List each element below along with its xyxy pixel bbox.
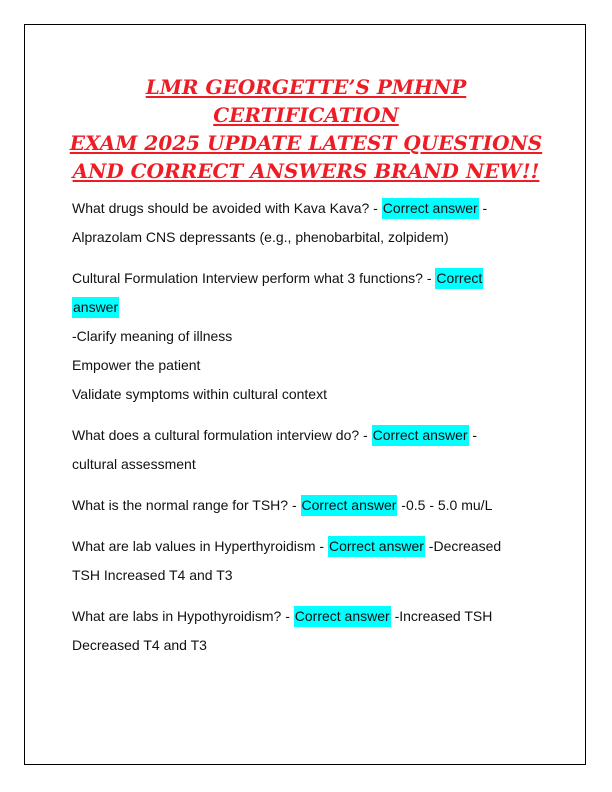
qa-item (72, 264, 527, 409)
question-text: Cultural Formulation Interview perform what 3 functions? - (72, 270, 436, 286)
question-line (72, 194, 527, 223)
answer-line: Decreased T4 and T3 (72, 637, 207, 653)
correct-answer-highlight: Correct answer (372, 425, 469, 446)
title-line: LMR GEORGETTE’S PMHNP CERTIFICATION (145, 75, 467, 127)
answer-line: Empower the patient (72, 357, 201, 373)
answer-text: -0.5 - 5.0 mu/L (397, 497, 493, 513)
title-line: AND CORRECT ANSWERS BRAND NEW!! (72, 159, 540, 183)
question-line (72, 602, 527, 631)
question-line (72, 264, 527, 293)
qa-item (72, 532, 527, 590)
question-line (72, 532, 527, 561)
answer-line: -Clarify meaning of illness (72, 328, 233, 344)
correct-answer-highlight: Correct answer (328, 536, 425, 557)
question-line (72, 491, 527, 520)
answer-line: TSH Increased T4 and T3 (72, 567, 233, 583)
qa-item (72, 491, 527, 520)
question-line (72, 293, 527, 322)
correct-answer-highlight: Correct answer (301, 495, 398, 516)
question-text: What are lab values in Hyperthyroidism - (72, 538, 328, 554)
question-text: What is the normal range for TSH? - (72, 497, 301, 513)
qa-list (72, 194, 527, 672)
correct-answer-highlight: Correct answer (294, 606, 391, 627)
title-line: EXAM 2025 UPDATE LATEST QUESTIONS (69, 131, 543, 155)
answer-text: -Increased TSH (390, 608, 493, 624)
answer-text: - (478, 200, 488, 216)
qa-item (72, 602, 527, 660)
document-title (60, 73, 552, 185)
qa-item (72, 194, 527, 252)
qa-item (72, 421, 527, 479)
question-text: What does a cultural formulation interview do? - (72, 427, 372, 443)
answer-text: -Decreased (424, 538, 502, 554)
answer-line: Alprazolam CNS depressants (e.g., phenobarbital, zolpidem) (72, 229, 449, 245)
question-line (72, 421, 527, 450)
correct-answer-highlight: Correct (435, 268, 483, 289)
answer-text: - (468, 427, 478, 443)
answer-line: Validate symptoms within cultural context (72, 386, 327, 402)
question-text: What drugs should be avoided with Kava Kava? - (72, 200, 382, 216)
correct-answer-highlight: Correct answer (382, 198, 479, 219)
question-text: What are labs in Hypothyroidism? - (72, 608, 294, 624)
correct-answer-highlight: answer (72, 297, 119, 318)
answer-line: cultural assessment (72, 456, 196, 472)
